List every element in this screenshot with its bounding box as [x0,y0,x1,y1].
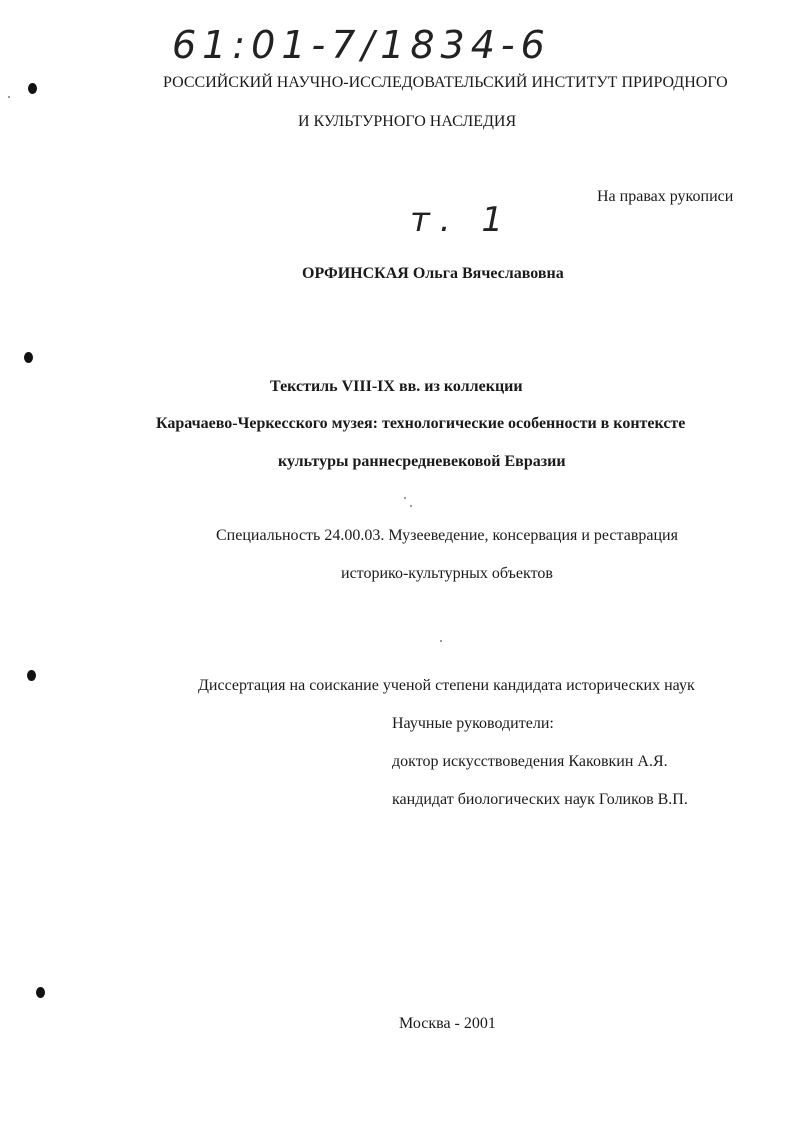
institute-line-2: И КУЛЬТУРНОГО НАСЛЕДИЯ [298,113,517,130]
scan-speck [404,497,406,499]
volume-mark: т. 1 [410,200,514,240]
title-line-3: культуры раннесредневековой Евразии [278,453,566,470]
binder-hole-1 [28,83,37,94]
binder-hole-2 [24,352,33,363]
scan-speck [440,640,442,642]
specialty-line-1: Специальность 24.00.03. Музееведение, консервация и реставрация [216,527,678,544]
supervisor-2: кандидат биологических наук Голиков В.П. [392,791,688,808]
dissertation-statement: Диссертация на соискание ученой степени кандидата исторических наук [198,677,695,694]
binder-hole-3 [27,670,36,681]
supervisors-heading: Научные руководители: [392,715,554,732]
scan-speck [410,505,412,507]
author-name: ОРФИНСКАЯ Ольга Вячеславовна [302,265,564,282]
title-line-2: Карачаево-Черкесского музея: технологические особенности в контексте [156,415,686,432]
binder-hole-4 [36,987,45,998]
supervisor-1: доктор искусствоведения Каковкин А.Я. [392,753,668,770]
city-year: Москва - 2001 [399,1015,496,1032]
specialty-line-2: историко-культурных объектов [341,565,553,582]
institute-line-1: РОССИЙСКИЙ НАУЧНО-ИССЛЕДОВАТЕЛЬСКИЙ ИНСТИТУТ ПРИРОДНОГО [163,74,728,91]
scan-speck [8,96,10,98]
archive-number: 61:01-7/1834-6 [172,23,551,67]
manuscript-rights: На правах рукописи [597,188,734,205]
title-line-1: Текстиль VIII-IX вв. из коллекции [270,378,523,395]
